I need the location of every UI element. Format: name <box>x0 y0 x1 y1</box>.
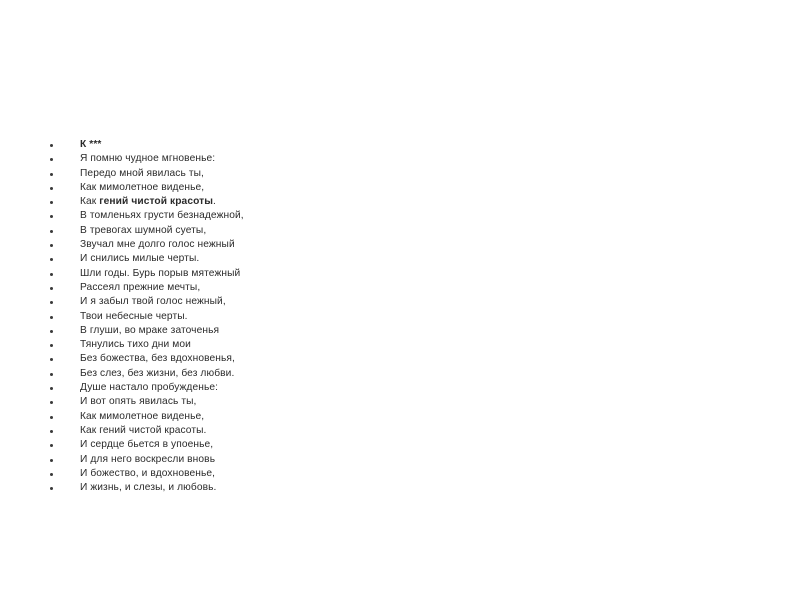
bullet-icon <box>50 273 53 276</box>
poem-line <box>50 467 244 481</box>
poem-line <box>50 209 244 223</box>
bullet-icon <box>50 301 53 304</box>
poem-line-text: И снились милые черты. <box>80 253 200 265</box>
bullet-icon <box>50 187 53 190</box>
poem-line-text: В томленьях грусти безнадежной, <box>80 210 244 222</box>
poem-line <box>50 295 244 309</box>
bullet-icon <box>50 401 53 404</box>
poem-line-text: И для него воскресли вновь <box>80 453 216 465</box>
poem-title-text: К *** <box>80 139 102 150</box>
bullet-icon <box>50 416 53 419</box>
poem-line-text-bold: гений чистой красоты <box>99 196 214 208</box>
poem-line-text-suffix: . <box>213 196 216 208</box>
poem-line <box>50 424 244 438</box>
poem-line <box>50 367 244 381</box>
poem-line <box>50 324 244 338</box>
poem-line-text: И сердце бьется в упоенье, <box>80 439 214 451</box>
poem-line <box>50 310 244 324</box>
bullet-icon <box>50 344 53 347</box>
poem-line-text: И я забыл твой голос нежный, <box>80 296 226 308</box>
poem-line-text: Шли годы. Бурь порыв мятежный <box>80 267 241 279</box>
poem-line-text: Тянулись тихо дни мои <box>80 339 191 351</box>
poem-line-text: И божество, и вдохновенье, <box>80 467 216 479</box>
poem-line <box>50 152 244 166</box>
poem-line-text: Без слез, без жизни, без любви. <box>80 367 235 379</box>
bullet-icon <box>50 201 53 204</box>
bullet-icon <box>50 430 53 433</box>
bullet-icon <box>50 215 53 218</box>
poem-line-text: Звучал мне долго голос нежный <box>80 239 235 251</box>
poem-line-text-prefix: Как <box>80 196 100 208</box>
poem-title <box>50 138 244 152</box>
poem-line-text: Твои небесные черты. <box>80 310 188 322</box>
poem-line-text: В глуши, во мраке заточенья <box>80 324 220 336</box>
poem-line <box>50 238 244 252</box>
bullet-icon <box>50 330 53 333</box>
poem-line-text: Без божества, без вдохновенья, <box>80 353 235 365</box>
poem-line-text: Как мимолетное виденье, <box>80 181 205 193</box>
bullet-icon <box>50 387 53 390</box>
bullet-icon <box>50 244 53 247</box>
bullet-icon <box>50 230 53 233</box>
bullet-icon <box>50 158 53 161</box>
poem-line <box>50 181 244 195</box>
bullet-icon <box>50 444 53 447</box>
poem-line <box>50 481 244 495</box>
bullet-icon <box>50 487 53 490</box>
bullet-icon <box>50 373 53 376</box>
bullet-icon <box>50 144 53 147</box>
poem-line-text: Рассеял прежние мечты, <box>80 281 201 293</box>
poem-line <box>50 410 244 424</box>
poem-line <box>50 381 244 395</box>
poem-line <box>50 224 244 238</box>
poem-line-text: Душе настало пробужденье: <box>80 382 219 394</box>
poem-line <box>50 195 244 209</box>
poem-line <box>50 453 244 467</box>
bullet-icon <box>50 358 53 361</box>
poem-list <box>50 138 244 495</box>
poem-line <box>50 167 244 181</box>
bullet-icon <box>50 258 53 261</box>
bullet-icon <box>50 316 53 319</box>
bullet-icon <box>50 459 53 462</box>
poem-line <box>50 338 244 352</box>
poem-line <box>50 267 244 281</box>
poem-line-text: Я помню чудное мгновенье: <box>80 153 216 165</box>
bullet-icon <box>50 173 53 176</box>
poem-line-text: И вот опять явилась ты, <box>80 396 197 408</box>
poem-line-text: Как мимолетное виденье, <box>80 410 205 422</box>
bullet-icon <box>50 473 53 476</box>
poem-line <box>50 252 244 266</box>
poem-line <box>50 395 244 409</box>
poem-line <box>50 352 244 366</box>
poem-line <box>50 281 244 295</box>
poem-line-text: Передо мной явилась ты, <box>80 167 204 179</box>
poem-line-text: И жизнь, и слезы, и любовь. <box>80 482 217 494</box>
poem-line-text: В тревогах шумной суеты, <box>80 224 207 236</box>
poem-line <box>50 438 244 452</box>
poem-line-text: Как гений чистой красоты. <box>80 424 207 436</box>
bullet-icon <box>50 287 53 290</box>
